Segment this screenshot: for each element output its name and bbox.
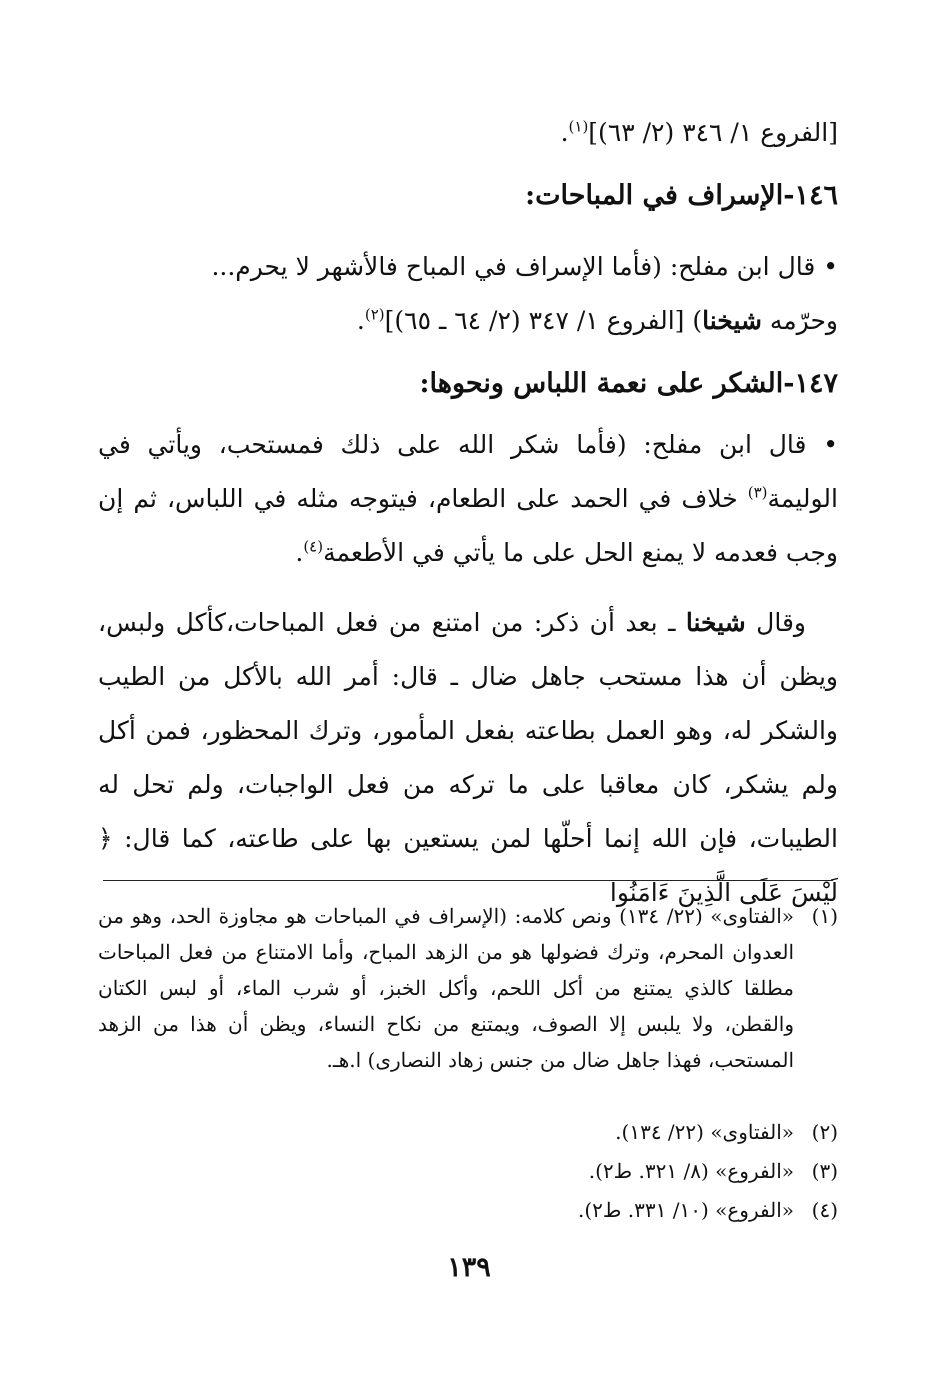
text-run: • قال ابن مفلح: (فأما شكر الله على ذلك فمستحب، ويأتي في الوليمة [98,430,838,513]
footnote-text: «الفتاوى» (٢٢/ ١٣٤) ونص كلامه: (الإسراف في المباحات هو مجاوزة الحد، وهو من العدوان المحرم، وترك فضولها هو من الزهد المباح، وأما الامتناع من فعل المباحات مطلقا كالذي يمتنع من أكل اللحم، وأكل الخبز، أو شرب الماء، أو لبس الكتان والقطن، ولا يلبس إلا الصوف، ويمتنع من نكاح النساء، ويظن أن هذا من الزهد المستحب، فهذا جاهل ضال من جنس زهاد النصارى) ا.هـ. [98,904,794,1072]
intro-reference-line [98,118,838,147]
section-147-paragraph-1 [98,418,838,580]
shaykh-name: شيخنا [685,608,746,637]
text-run: وحرّمه [761,306,838,335]
footnote-4 [98,1192,838,1228]
section-147-paragraph-2 [98,596,838,920]
footnote-number: (٣) [811,1159,838,1183]
text-run: ) [الفروع ١/ ٣٤٧ (٢/ ٦٤ ـ ٦٥)] [384,306,703,335]
footnote-separator [103,880,833,881]
text-run: خلاف في الحمد على الطعام، فيتوجه مثله في اللباس، ثم إن وجب فعدمه لا يمنع الحل على ما يأتي في الأطعمة [98,484,838,567]
footnote-text: «الفتاوى» (٢٢/ ١٣٤). [615,1120,794,1144]
footnote-3 [98,1153,838,1189]
page-number: ١٣٩ [447,1252,491,1283]
text-run: ـ بعد أن ذكر: من امتنع من فعل المباحات،كأكل ولبس، ويظن أن هذا مستحب جاهل ضال ـ قال: أمر الله بالأكل من الطيب والشكر له، وهو العمل بطاعته بفعل المأمور، وترك المحظور، فمن أكل ولم يشكر، كان معاقبا على ما تركه من فعل الواجبات، ولم تحل له الطيبات، فإن الله إنما أحلّها لمن يستعين بها على طاعته، كما قال: ﴿ لَيْسَ عَلَى الَّذِينَ ءَامَنُوا [98,608,838,907]
footnote-marker-3: (٣) [747,483,768,502]
footnote-number: (٢) [811,1120,838,1144]
footnote-text: «الفروع» (١٠/ ٣٣١. ط٢). [578,1198,794,1222]
footnote-2 [98,1114,838,1150]
footnote-number: (٤) [811,1198,838,1222]
intro-reference: [الفروع ١/ ٣٤٦ (٢/ ٦٣)] [588,118,838,147]
section-146-paragraph-line-2 [98,306,838,335]
section-146-paragraph-line-1: • قال ابن مفلح: (فأما الإسراف في المباح فالأشهر لا يحرم... [211,252,838,281]
shaykh-name: شيخنا [702,306,762,335]
text-run: . [356,306,365,335]
intro-end: . [560,118,569,147]
text-run: وقال [745,608,806,637]
section-146-heading: ١٤٦-الإسراف في المباحات: [525,180,838,211]
section-147-heading: ١٤٧-الشكر على نعمة اللباس ونحوها: [419,368,838,399]
footnote-text: «الفروع» (٨/ ٣٢١. ط٢). [588,1159,794,1183]
footnote-1 [98,898,838,1078]
footnote-marker-1: (١) [568,117,589,136]
text-run: . [295,538,304,567]
footnote-number: (١) [811,904,838,928]
footnote-marker-2: (٢) [364,305,385,324]
footnote-marker-4: (٤) [303,537,324,556]
